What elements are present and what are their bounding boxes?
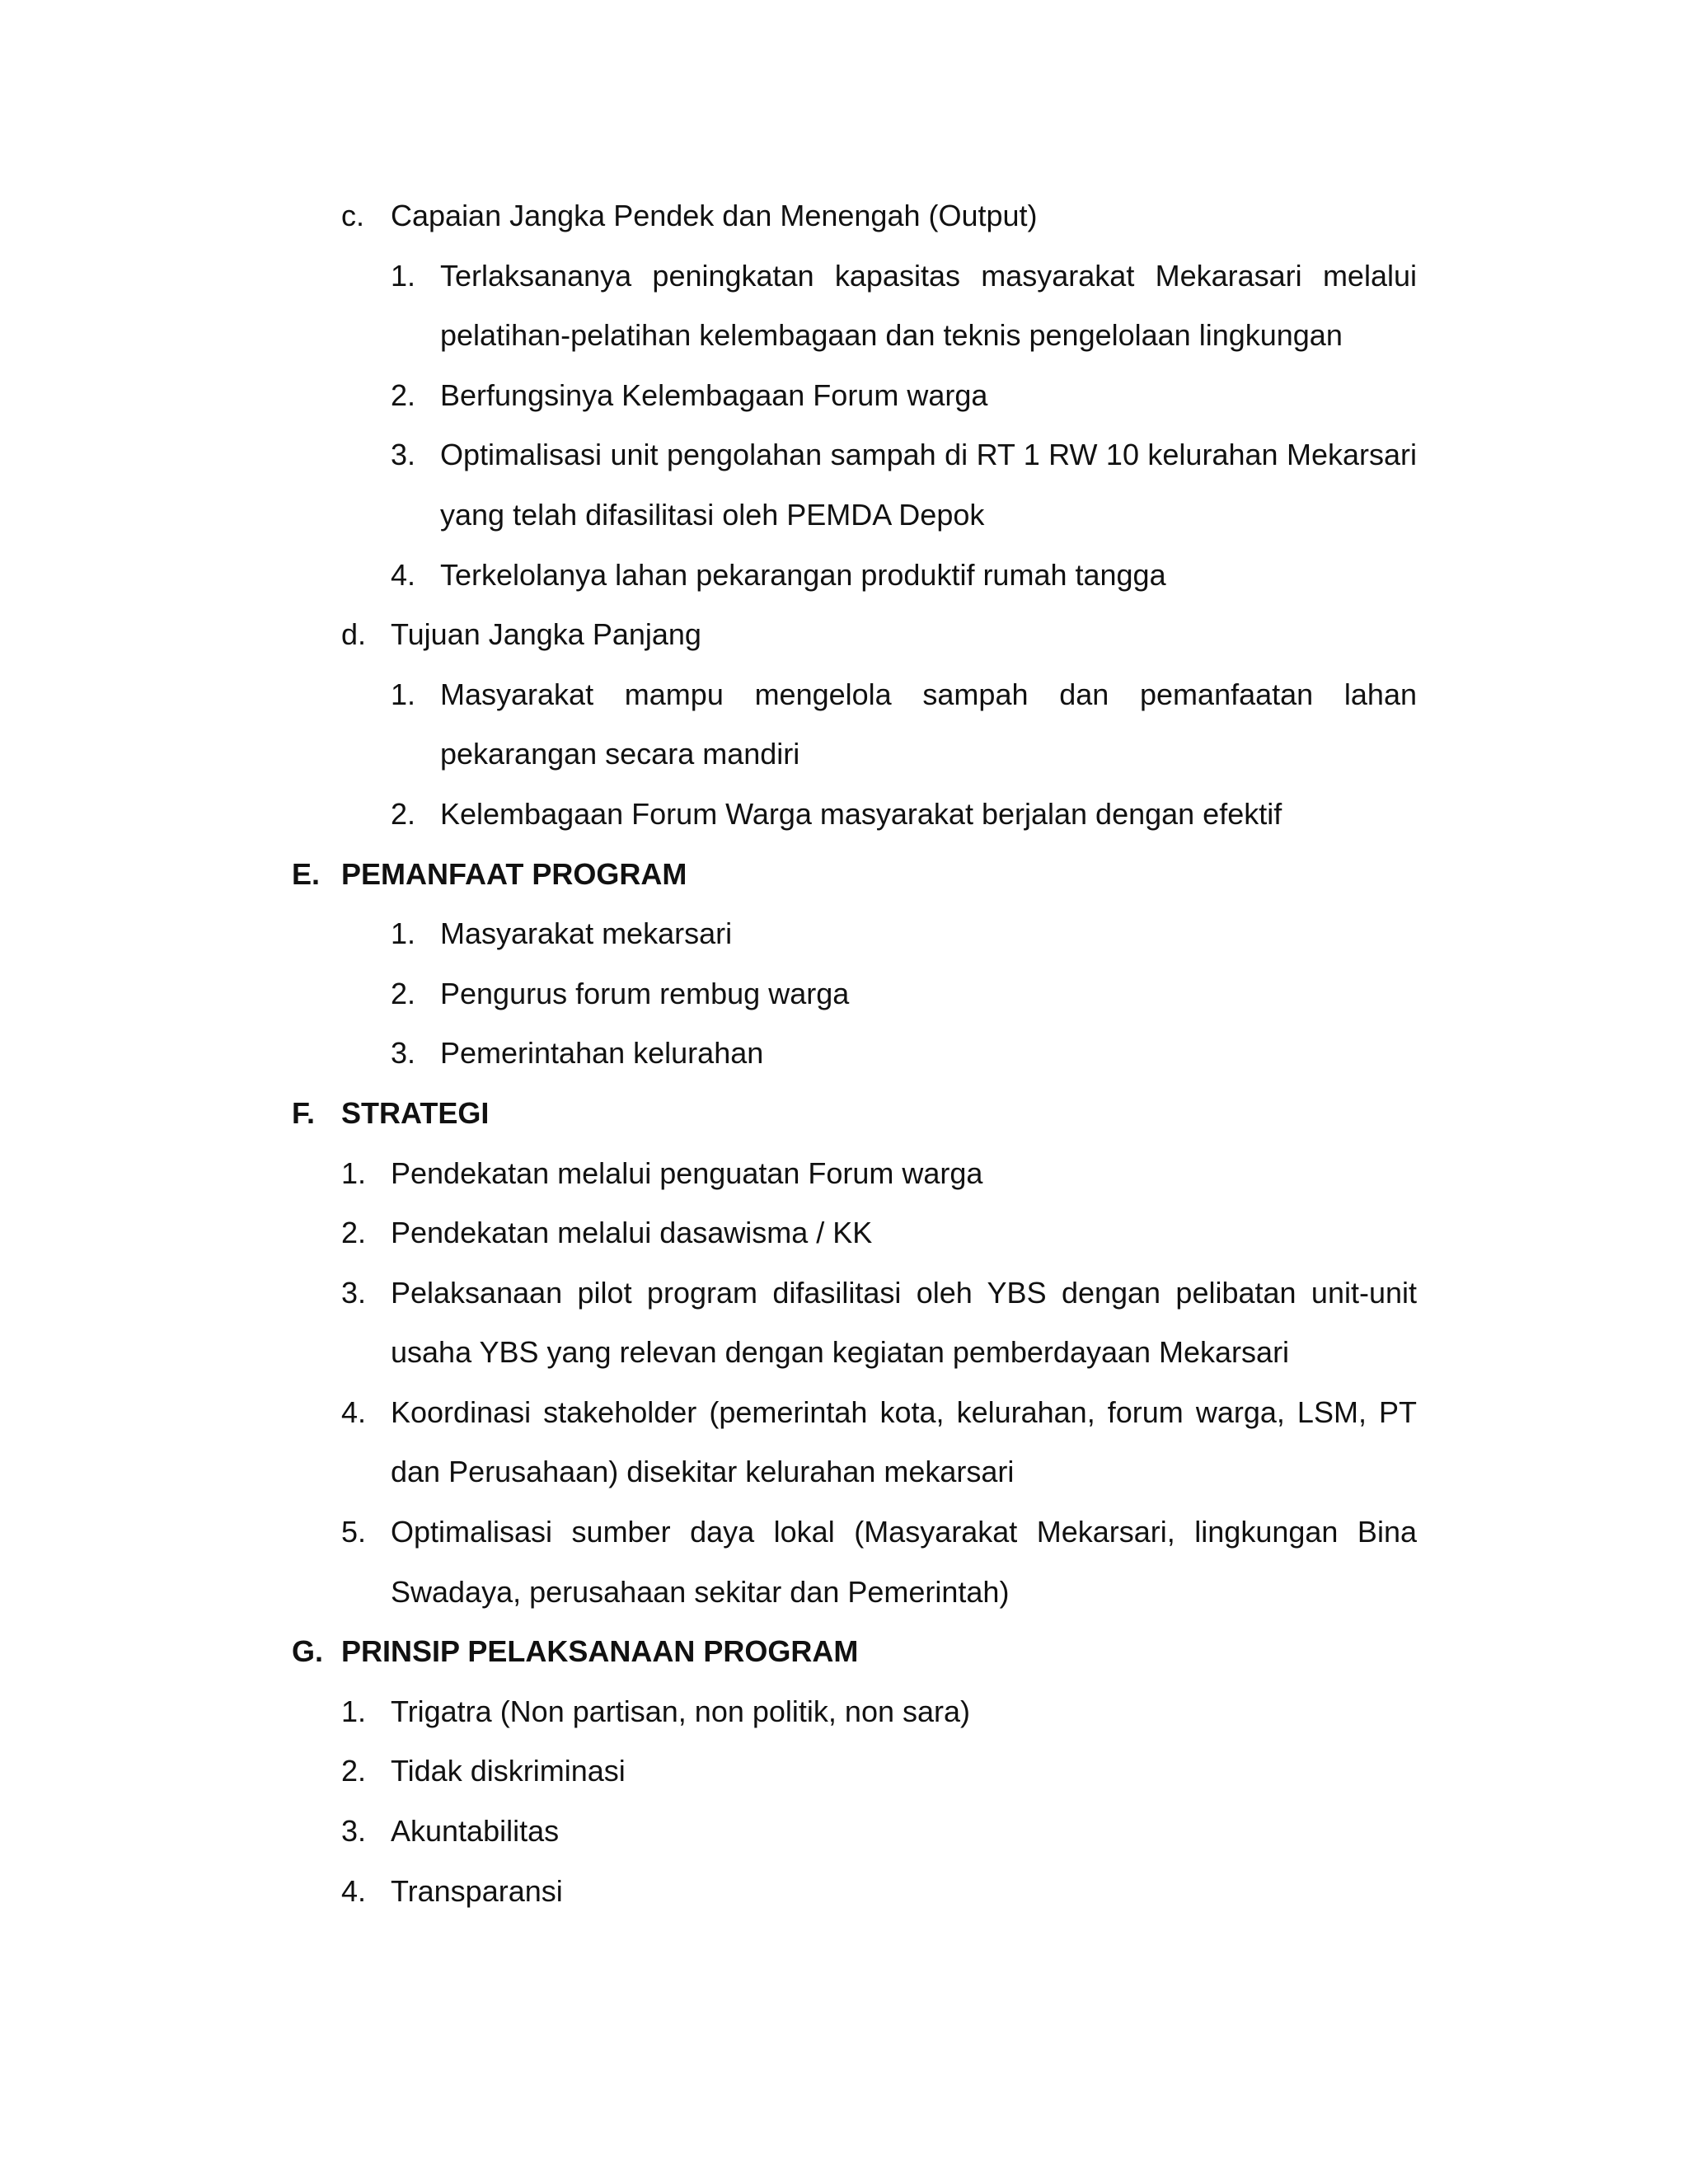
- list-number: 4.: [391, 557, 416, 592]
- list-number: 5.: [341, 1515, 367, 1549]
- list-item-text: Pelaksanaan pilot program difasilitasi oleh YBS dengan pelibatan unit-unit: [391, 1275, 1417, 1310]
- list-item: [0, 1203, 1688, 1263]
- list-number: 1.: [341, 1694, 367, 1728]
- section-title: PEMANFAAT PROGRAM: [341, 856, 687, 891]
- list-item-text: Optimalisasi sumber daya lokal (Masyarakat Mekarsari, lingkungan Bina: [391, 1515, 1417, 1549]
- list-number: 2.: [341, 1754, 367, 1788]
- list-item-continuation: [0, 724, 1688, 785]
- list-item-continuation: [0, 1323, 1688, 1383]
- list-item-text: usaha YBS yang relevan dengan kegiatan pemberdayaan Mekarsari: [391, 1335, 1290, 1370]
- subsection-title: Tujuan Jangka Panjang: [391, 617, 701, 652]
- section-title: STRATEGI: [341, 1095, 490, 1130]
- list-item-text: dan Perusahaan) disekitar kelurahan mekarsari: [391, 1455, 1015, 1489]
- list-item-continuation: [0, 485, 1688, 546]
- list-item-continuation: [0, 306, 1688, 366]
- list-item-text: pelatihan-pelatihan kelembagaan dan teknis pengelolaan lingkungan: [440, 318, 1343, 353]
- subsection-d-heading: [0, 605, 1688, 665]
- list-item-text: Masyarakat mekarsari: [440, 916, 733, 951]
- subsection-c-heading: [0, 186, 1688, 246]
- list-item: [0, 904, 1688, 964]
- list-item: [0, 785, 1688, 845]
- list-item-text: Terlaksananya peningkatan kapasitas masyarakat Mekarasari melalui: [440, 258, 1417, 293]
- list-number: 2.: [391, 976, 416, 1010]
- list-item: [0, 366, 1688, 426]
- list-item-text: Swadaya, perusahaan sekitar dan Pemerintah): [391, 1574, 1010, 1609]
- list-number: 3.: [391, 438, 416, 472]
- list-item: [0, 1802, 1688, 1862]
- list-number: 4.: [341, 1394, 367, 1429]
- section-title: PRINSIP PELAKSANAAN PROGRAM: [341, 1634, 859, 1669]
- list-item-text: Kelembagaan Forum Warga masyarakat berjalan dengan efektif: [440, 796, 1282, 831]
- list-item: [0, 1741, 1688, 1802]
- list-number: 2.: [391, 796, 416, 831]
- list-item-continuation: [0, 1442, 1688, 1502]
- list-item: [0, 665, 1688, 725]
- list-number: 3.: [391, 1036, 416, 1071]
- list-number: 4.: [341, 1873, 367, 1908]
- list-number: 3.: [341, 1275, 367, 1310]
- list-item-text: pekarangan secara mandiri: [440, 737, 800, 771]
- list-item: [0, 1502, 1688, 1563]
- list-item-text: Optimalisasi unit pengolahan sampah di RT 1 RW 10 kelurahan Mekarsari: [440, 438, 1417, 472]
- list-number: 2.: [341, 1216, 367, 1250]
- list-item-text: Akuntabilitas: [391, 1814, 560, 1849]
- list-item: [0, 1024, 1688, 1084]
- list-number: 1.: [341, 1155, 367, 1190]
- list-item: [0, 964, 1688, 1024]
- list-item-text: Transparansi: [391, 1873, 563, 1908]
- section-marker: E.: [292, 856, 321, 891]
- section-marker: G.: [292, 1634, 324, 1669]
- list-item-text: yang telah difasilitasi oleh PEMDA Depok: [440, 497, 985, 532]
- subsection-marker: d.: [341, 617, 367, 652]
- list-item-text: Pendekatan melalui penguatan Forum warga: [391, 1155, 983, 1190]
- list-number: 1.: [391, 916, 416, 951]
- list-item-text: Trigatra (Non partisan, non politik, non sara): [391, 1694, 971, 1728]
- list-item: [0, 246, 1688, 307]
- list-number: 1.: [391, 258, 416, 293]
- section-marker: F.: [292, 1095, 316, 1130]
- subsection-marker: c.: [341, 199, 365, 232]
- list-item-text: Terkelolanya lahan pekarangan produktif rumah tangga: [440, 557, 1166, 592]
- section-g-heading: [0, 1622, 1688, 1682]
- list-item: [0, 546, 1688, 606]
- list-number: 1.: [391, 677, 416, 711]
- list-item: [0, 425, 1688, 485]
- document-page: [0, 186, 1688, 1921]
- list-item-continuation: [0, 1563, 1688, 1623]
- list-item-text: Pendekatan melalui dasawisma / KK: [391, 1216, 873, 1250]
- section-f-heading: [0, 1084, 1688, 1144]
- list-item-text: Tidak diskriminasi: [391, 1754, 626, 1788]
- subsection-title: Capaian Jangka Pendek dan Menengah (Output): [391, 199, 1038, 232]
- list-item: [0, 1383, 1688, 1443]
- list-item-text: Berfungsinya Kelembagaan Forum warga: [440, 377, 988, 412]
- section-e-heading: [0, 845, 1688, 905]
- list-item-text: Pengurus forum rembug warga: [440, 976, 850, 1010]
- list-number: 2.: [391, 377, 416, 412]
- list-number: 3.: [341, 1814, 367, 1849]
- list-item: [0, 1862, 1688, 1922]
- list-item: [0, 1263, 1688, 1324]
- list-item: [0, 1144, 1688, 1204]
- list-item: [0, 1682, 1688, 1742]
- list-item-text: Koordinasi stakeholder (pemerintah kota, kelurahan, forum warga, LSM, PT: [391, 1394, 1417, 1429]
- list-item-text: Pemerintahan kelurahan: [440, 1036, 764, 1071]
- list-item-text: Masyarakat mampu mengelola sampah dan pemanfaatan lahan: [440, 677, 1417, 711]
